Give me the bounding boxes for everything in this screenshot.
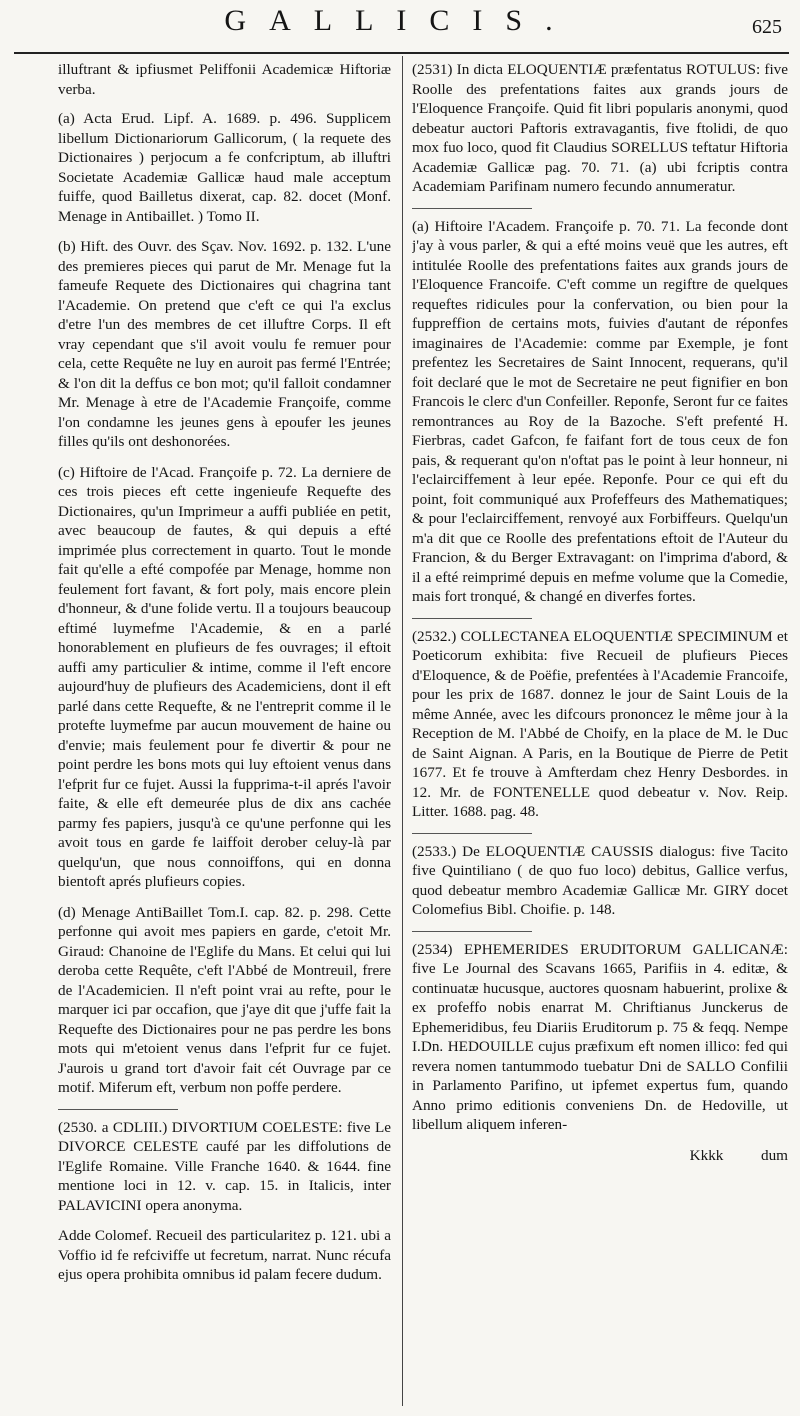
footnote-a: (a) Acta Erud. Lipf. A. 1689. p. 496. Supplicem libellum Dictionariorum Gallicorum, ( la requete des Dictionaires ) perjocum a fe confcriptum, ab illuftri Societate Academiæ Gallicæ haud male acceptum fuiffe, quod Bailletus dixerat, cap. 82. docet (Monf. Menage in Antibaillet. ) Tomo II.	[58, 110, 391, 225]
entry-2532: (2532.) COLLECTANEA ELOQUENTIÆ SPECIMINUM et Poeticorum exhibita: five Recueil de plufieurs Pieces d'Eloquence, & de Poëfie, prefentées à l'Academie Francoife, pour les prix de 1687. donnez le jour de Saint Louis de la même Année, avec les difcours prononcez le même jour à la Reception de M. l'Abbé de Choify, en la place de M. le Duc de Saint Aignan. A Paris, en la Boutique de Pierre de Petit 1677. Et fe trouve à Amfterdam chez Henry Desbordes. in 12. Mr. de FONTENELLE quod debeatur v. Nov. Reip. Litter. 1688. pag. 48.	[412, 627, 788, 820]
footnote-c: (c) Hiftoire de l'Acad. Françoife p. 72. La derniere de ces trois pieces eft cette ingenieufe Requefte des Dictionaires, qu'un Imprimeur a auffi publiée en petit, avec beaucoup de fautes, & qui depuis a efté imprimée plus correctement in quarto. Tout le monde fait qu'elle a efté compofée par Menage, homme non feulement fort favant, & fort poly, mais encore plein d'honneur, & d'une folide vertu. Il a toujours beaucoup eftimé luymefme l'Academie, & en a parlé honorablement en plufieurs de fes ouvrages; il eftoit auffi amy particulier & intime, comme il l'eft encore aujourd'huy de plufieurs des Academiciens, dont il eft parlé dans cette Requefte, & ne l'entreprit comme il le protefte luymefme par aucun mouvement de haine ou d'envie; mais feulement pour fe divertir & pour ne point perdre les bons mots qui luy eftoient venus dans l'efprit fur ce fujet. Aussi la fupprima-t-il aprés l'avoir faite, & elle eft demeurée plus de dix ans cachée parmy fes papiers, jusqu'à ce qu'une perfonne qui les avoit tous en garde fe laiffoit derober celuy-là par quelqu'un, que nous connoiffons, qui en donna bientoft aprés plufieurs copies.	[58, 463, 391, 890]
entry-2530-addendum: Adde Colomef. Recueil des particularitez p. 121. ubi a Voffio id fe refciviffe ut fecretum, narrat. Nunc récufa ejus opera prohibita omnibus id palam fecere dudum.	[58, 1227, 391, 1283]
header-rule	[14, 52, 789, 54]
entry-separator	[412, 931, 532, 932]
entry-separator	[412, 618, 532, 619]
page-number: 625	[752, 16, 782, 38]
intro-text: illuftrant & ipfiusmet Peliffonii Academicæ Hiftoriæ verba.	[58, 61, 391, 98]
column-divider	[402, 56, 403, 1406]
entry-2530: (2530. a CDLIII.) DIVORTIUM COELESTE: five Le DIVORCE CELESTE caufé par les diffolutions de l'Eglife Romaine. Ville Franche 1640. & 1644. fine mentione loci in 12. v. cap. 15. in Italicis, inter PALAVICINI opera anonyma.	[58, 1118, 391, 1214]
running-title: GALLICIS.	[224, 4, 576, 37]
left-column	[58, 60, 391, 1404]
entry-2531: (2531) In dicta ELOQUENTIÆ præfentatus ROTULUS: five Roolle des prefentations faites aux grands jours de l'Eloquence Françoife. Quid fit libri popularis anonymi, quod debeatur auctori Paftoris extravagantis, five ftolidi, de quo mox fuo loco, quod fit Claudius SORELLUS teftatur Hiftoria Academiæ Gallicæ pag. 70. 71. (a) ubi fcriptis contra Academiam Parifinam numero fecundo annumeratur.	[412, 61, 788, 195]
entry-separator	[412, 208, 532, 209]
signature-mark: Kkkk	[689, 1146, 724, 1164]
entry-separator	[58, 1109, 178, 1110]
footnote-b: (b) Hift. des Ouvr. des Sçav. Nov. 1692. p. 132. L'une des premieres pieces qui parut de Mr. Menage fut la fameufe Requete des Dictionaires qui chagrina tant l'Academie. On pretend que c'eft ce qui l'a exclus d'etre l'un des membres de cet illuftre Corps. Il eft vray cependant que s'il avoit voulu fe remuer pour cela, cette Requête ne luy en auroit pas fermé l'Entrée; & l'on dit la deffus ce bon mot; qu'il falloit condamner Mr. Menage à etre de l'Academie Françoife, comme l'on condamne les jeunes gens à epoufer les jeunes filles qu'ils ont deshonorées.	[58, 238, 391, 450]
entry-separator	[412, 833, 532, 834]
entry-2534: (2534) EPHEMERIDES ERUDITORUM GALLICANÆ: five Le Journal des Scavans 1665, Parifiis in 4. editæ, & continuatæ hucusque, auctores quosnam habuerint, prolixe & ex profeffo nobis enarrat M. Chriftianus Junckerus de Ephemeridibus, feu Diariis Eruditorum p. 75 & feqq. Nempe I.Dn. HEDOUILLE cujus præfixum eft nomen illico: fed qui revera nomen tantummodo tuebatur Dni de SALLO Confilii in Parlamento Parifino, ut ipfemet expertus fum, quando Anno primo editionis conveniens Dn. de Hedoville, ut libellum aliquem inferen-	[412, 940, 788, 1133]
catchword: dum	[760, 1146, 788, 1164]
entry-2533: (2533.) De ELOQUENTIÆ CAUSSIS dialogus: five Tacito five Quintiliano ( de quo fuo loco) debitus, Gallice verfus, quod debeatur membro Academiæ Gallicæ Mr. GIRY docet Colomefius Bibl. Choifie. p. 148.	[412, 842, 788, 918]
right-column	[412, 60, 788, 1404]
footnote-d: (d) Menage AntiBaillet Tom.I. cap. 82. p. 298. Cette perfonne qui avoit mes papiers en garde, c'etoit Mr. Giraud: Chanoine de l'Eglife du Mans. Et celui qui lui deroba cette Requête, c'eft l'Abbé de Montreuil, frere de l'Academicien. Il n'eft point vrai au refte, pour le marquer ici par occafion, que j'aye dit que j'uffe fait la Requefte des Dictionaires pour ne pas perdre les bons mots qui m'etoient venus dans l'efprit fur ce fujet. J'aurois u grand tort d'avoir fait cét Ouvrage par ce motif. Miferum eft, verbum non poffe perdere.	[58, 903, 391, 1096]
footnote-2531-a: (a) Hiftoire l'Academ. Françoife p. 70. 71. La feconde dont j'ay à vous parler, & qui a efté moins veuë que les autres, eft intitulée Roolle des prefentations faites aux grands jours de l'Eloquence Francoife. C'eft comme un regiftre de quelques requeftes ridicules pour la confervation, ou bien pour la fuppreffion de certains mots, fuivies d'autant de réponfes imaginaires de l'Academie: comme par Exemple, je font prefentez les Secretaires de Saint Innocent, requerans, qu'il foit declaré que le mot de Secretaire ne peut fignifier en bon Francois le clerc d'un Confeiller. Reponfe, Seront fur ce faites remontrances au Roy de la Bazoche. S'eft prefenté H. Fierbras, cadet Gafcon, fe faifant fort de tous ceux de fon pais, & requerant qu'on n'oftat pas le point à leur honneur, ni l'eclairciffement à leur epée. Reponfe. Pour ce qui eft du point, foit communiqué aux Profeffeurs des Mathematiques; & pour l'eclairciffement, renvoyé aux Forbiffeurs. Quelqu'un m'a dit que ce Roolle des prefentations eftoit de l'Auteur du Francion, & du Berger Extravagant: on l'imprima d'abord, & il a efté reimprimé depuis en mefme volume que la Comedie, mais fort tronqué, & changé en diverfes fortes.	[412, 217, 788, 605]
page-header	[0, 0, 800, 54]
page-footer	[412, 1146, 788, 1166]
